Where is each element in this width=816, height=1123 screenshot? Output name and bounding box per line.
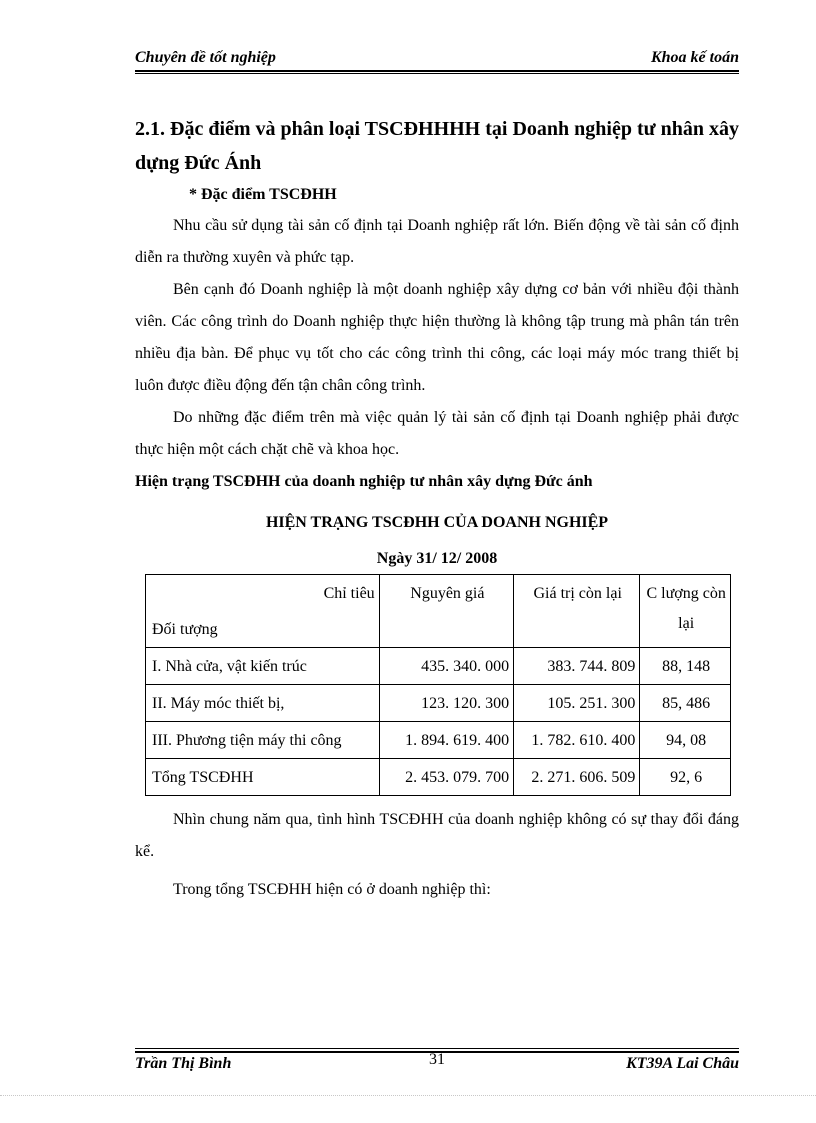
header-remaining-quality: C lượng còn lại: [640, 575, 731, 648]
page-body: [135, 112, 739, 906]
row-name: III. Phương tiện máy thi công: [146, 722, 380, 759]
page-number: 31: [429, 1051, 445, 1068]
sub-heading: * Đặc điểm TSCĐHH: [189, 186, 337, 203]
table-row-total: [146, 759, 731, 796]
table-header-row: [146, 575, 731, 648]
row-original: 2. 453. 079. 700: [379, 759, 513, 796]
header-criteria: Chỉ tiêu: [323, 585, 375, 602]
row-quality: 85, 486: [640, 685, 731, 722]
table-date: Ngày 31/ 12/ 2008: [376, 550, 498, 567]
table-row: [146, 722, 731, 759]
row-name: Tổng TSCĐHH: [146, 759, 380, 796]
after-table-text: [135, 804, 739, 906]
paragraph: Bên cạnh đó Doanh nghiệp là một doanh nghiệp xây dựng cơ bản với nhiều đội thành viên. Các công trình do Doanh nghiệp thực hiện thường là không tập trung mà phân tán trên nhiều địa bàn. Để phục vụ tốt cho các công trình thi công, các loại máy móc trang thiết bị luôn được điều động đến tận chân công trình.: [135, 281, 739, 394]
page-header: [135, 48, 739, 72]
asset-status-table: [145, 574, 731, 796]
row-name: II. Máy móc thiết bị,: [146, 685, 380, 722]
header-cell-criteria-object: [146, 575, 380, 648]
status-heading: Hiện trạng TSCĐHH của doanh nghiệp tư nhân xây dựng Đức ánh: [135, 473, 593, 490]
paragraph: Nhu cầu sử dụng tài sản cố định tại Doanh nghiệp rất lớn. Biến động về tài sản cố định diễn ra thường xuyên và phức tạp.: [135, 217, 739, 266]
header-department: Khoa kế toán: [650, 49, 739, 66]
row-original: 123. 120. 300: [379, 685, 513, 722]
row-quality: 94, 08: [640, 722, 731, 759]
row-remaining: 105. 251. 300: [514, 685, 640, 722]
row-remaining: 1. 782. 610. 400: [514, 722, 640, 759]
page-footer: [135, 1048, 739, 1079]
header-rule: [135, 73, 739, 74]
page-edge-divider: [0, 1095, 816, 1096]
section-title: 2.1. Đặc điểm và phân loại TSCĐHHHH tại Doanh nghiệp tư nhân xây dựng Đức Ánh: [135, 118, 739, 174]
header-original-price: Nguyên giá: [379, 575, 513, 648]
table-row: [146, 685, 731, 722]
row-remaining: 2. 271. 606. 509: [514, 759, 640, 796]
row-original: 1. 894. 619. 400: [379, 722, 513, 759]
footer-class: KT39A Lai Châu: [626, 1055, 739, 1072]
paragraph: Do những đặc điểm trên mà việc quản lý tài sản cố định tại Doanh nghiệp phải được thực hiện một cách chặt chẽ và khoa học.: [135, 409, 739, 458]
header-object: Đối tượng: [152, 621, 218, 638]
header-report-title: Chuyên đề tốt nghiệp: [135, 49, 276, 66]
row-name: I. Nhà cửa, vật kiến trúc: [146, 648, 380, 685]
row-quality: 92, 6: [640, 759, 731, 796]
header-remaining-value: Giá trị còn lại: [514, 575, 640, 648]
table-title: HIỆN TRẠNG TSCĐHH CỦA DOANH NGHIỆP: [265, 514, 609, 531]
paragraph: Nhìn chung năm qua, tình hình TSCĐHH của doanh nghiệp không có sự thay đổi đáng kể.: [135, 811, 739, 860]
footer-author: Trần Thị Bình: [135, 1055, 232, 1072]
row-remaining: 383. 744. 809: [514, 648, 640, 685]
table-row: [146, 648, 731, 685]
row-original: 435. 340. 000: [379, 648, 513, 685]
row-quality: 88, 148: [640, 648, 731, 685]
paragraph: Trong tổng TSCĐHH hiện có ở doanh nghiệp thì:: [173, 881, 491, 898]
